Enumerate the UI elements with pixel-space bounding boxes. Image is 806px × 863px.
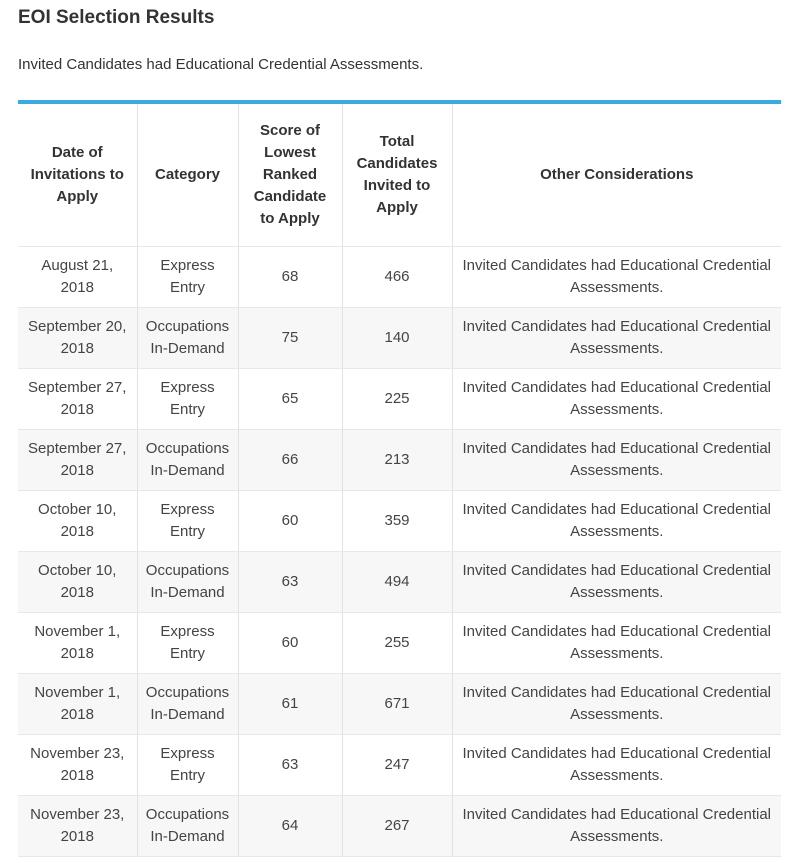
cell-category: Express Entry (137, 735, 238, 796)
table-header (18, 104, 781, 247)
intro-text: Invited Candidates had Educational Credential Assessments. (18, 56, 424, 73)
cell-date: August 21, 2018 (18, 247, 137, 308)
cell-score: 64 (238, 796, 342, 857)
header-date: Date of Invitations to Apply (18, 104, 137, 247)
cell-date: September 27, 2018 (18, 430, 137, 491)
header-score: Score of Lowest Ranked Candidate to Apply (238, 104, 342, 247)
cell-date: November 23, 2018 (18, 735, 137, 796)
cell-category: Occupations In-Demand (137, 430, 238, 491)
cell-total: 255 (342, 613, 452, 674)
cell-score: 65 (238, 369, 342, 430)
cell-score: 75 (238, 308, 342, 369)
cell-category: Express Entry (137, 369, 238, 430)
table-row (18, 796, 781, 857)
cell-total: 359 (342, 491, 452, 552)
cell-total: 466 (342, 247, 452, 308)
cell-score: 61 (238, 674, 342, 735)
cell-total: 247 (342, 735, 452, 796)
cell-other: Invited Candidates had Educational Credential Assessments. (452, 735, 781, 796)
cell-total: 225 (342, 369, 452, 430)
cell-total: 140 (342, 308, 452, 369)
cell-date: September 20, 2018 (18, 308, 137, 369)
cell-total: 494 (342, 552, 452, 613)
table-row (18, 247, 781, 308)
cell-date: October 10, 2018 (18, 491, 137, 552)
cell-other: Invited Candidates had Educational Credential Assessments. (452, 674, 781, 735)
table-row (18, 430, 781, 491)
cell-total: 671 (342, 674, 452, 735)
header-row (18, 104, 781, 247)
cell-other: Invited Candidates had Educational Credential Assessments. (452, 552, 781, 613)
header-other: Other Considerations (452, 104, 781, 247)
cell-other: Invited Candidates had Educational Credential Assessments. (452, 613, 781, 674)
cell-category: Occupations In-Demand (137, 674, 238, 735)
cell-other: Invited Candidates had Educational Credential Assessments. (452, 369, 781, 430)
cell-score: 60 (238, 613, 342, 674)
table-row (18, 491, 781, 552)
cell-date: October 10, 2018 (18, 552, 137, 613)
table-row (18, 735, 781, 796)
table-body (18, 247, 781, 857)
cell-score: 68 (238, 247, 342, 308)
cell-date: September 27, 2018 (18, 369, 137, 430)
cell-category: Express Entry (137, 613, 238, 674)
cell-score: 66 (238, 430, 342, 491)
cell-score: 60 (238, 491, 342, 552)
cell-date: November 1, 2018 (18, 613, 137, 674)
cell-category: Occupations In-Demand (137, 796, 238, 857)
cell-total: 267 (342, 796, 452, 857)
cell-date: November 1, 2018 (18, 674, 137, 735)
cell-date: November 23, 2018 (18, 796, 137, 857)
cell-category: Occupations In-Demand (137, 308, 238, 369)
table-row (18, 674, 781, 735)
cell-other: Invited Candidates had Educational Credential Assessments. (452, 308, 781, 369)
cell-other: Invited Candidates had Educational Credential Assessments. (452, 796, 781, 857)
page-title: EOI Selection Results (18, 7, 215, 28)
cell-other: Invited Candidates had Educational Credential Assessments. (452, 430, 781, 491)
cell-total: 213 (342, 430, 452, 491)
cell-score: 63 (238, 735, 342, 796)
cell-other: Invited Candidates had Educational Credential Assessments. (452, 491, 781, 552)
cell-category: Express Entry (137, 491, 238, 552)
table-row (18, 308, 781, 369)
header-total: Total Candidates Invited to Apply (342, 104, 452, 247)
table-row (18, 369, 781, 430)
table-row (18, 613, 781, 674)
cell-category: Occupations In-Demand (137, 552, 238, 613)
header-category: Category (137, 104, 238, 247)
eoi-results-table (18, 104, 781, 857)
cell-other: Invited Candidates had Educational Credential Assessments. (452, 247, 781, 308)
cell-score: 63 (238, 552, 342, 613)
cell-category: Express Entry (137, 247, 238, 308)
table-row (18, 552, 781, 613)
